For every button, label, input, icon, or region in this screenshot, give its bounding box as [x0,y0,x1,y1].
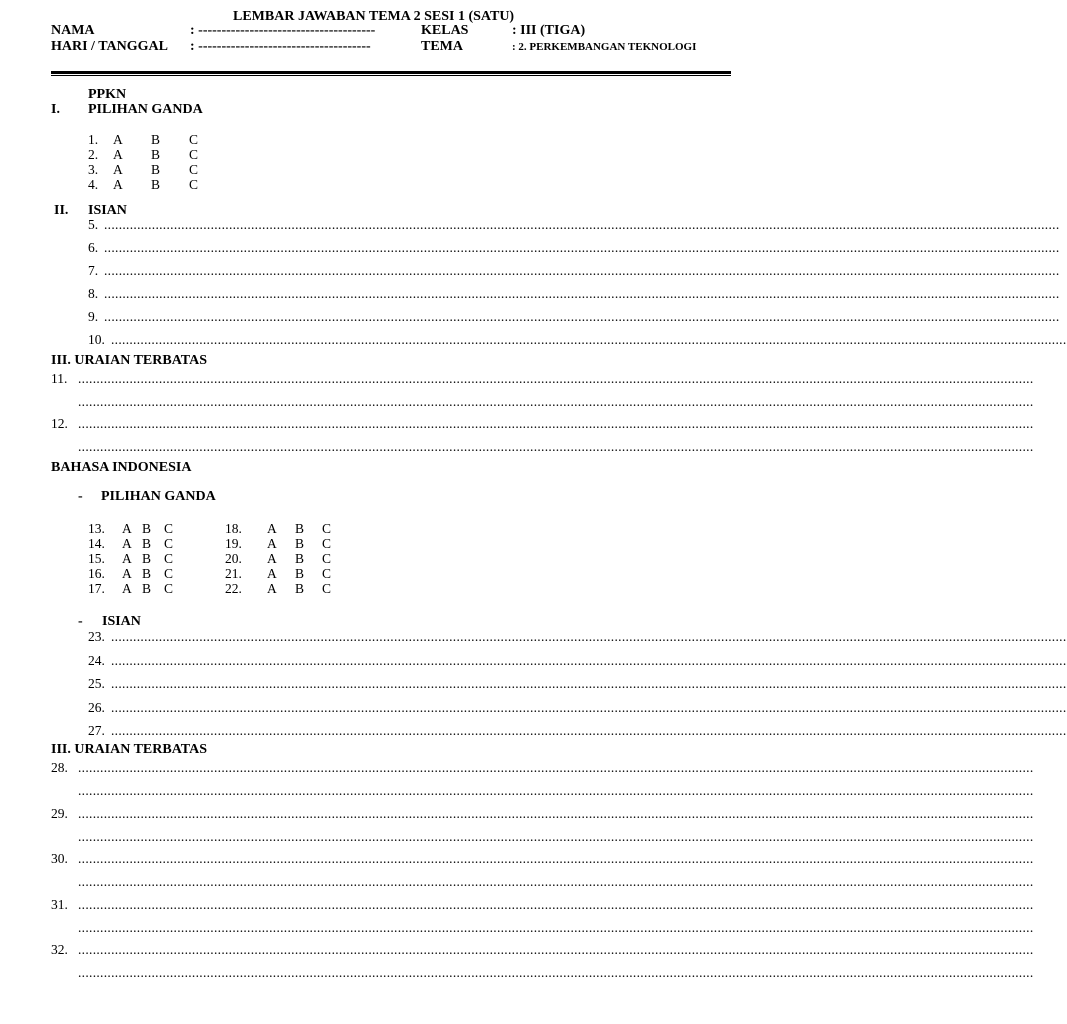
section-title-isian: ISIAN [102,614,141,629]
section-title-isian: ISIAN [88,203,127,218]
hari-field[interactable]: : ------------------------------------- [190,39,371,54]
option-c[interactable]: C [164,536,174,551]
question-number: 8. [88,286,99,301]
option-c[interactable]: C [189,177,199,192]
question-number: 25. [88,676,105,691]
option-c[interactable]: C [164,581,174,596]
hari-label: HARI / TANGGAL [51,39,168,54]
option-c[interactable]: C [164,566,174,581]
question-number: 23. [88,629,105,644]
question-number: 27. [88,723,105,738]
question-number: 7. [88,263,99,278]
option-b[interactable]: B [295,521,305,536]
option-b[interactable]: B [151,147,161,162]
question-number: 3. [88,162,99,177]
option-b[interactable]: B [142,566,152,581]
section-number: II. [54,203,69,218]
question-number: 4. [88,177,99,192]
question-number: 18. [225,521,242,536]
question-number: 16. [88,566,105,581]
option-b[interactable]: B [295,581,305,596]
question-number: 24. [88,652,105,668]
option-a[interactable]: A [267,566,277,581]
answer-line[interactable]: .................................................................................................................................................................................................................................................................... [78,760,1034,775]
section-title-pilihan-ganda: PILIHAN GANDA [101,489,216,504]
question-number: 14. [88,536,105,551]
option-b[interactable]: B [142,551,152,566]
answer-line[interactable]: .................................................................................................................................................................................................................................................................... [104,217,1060,232]
answer-line[interactable]: .................................................................................................................................................................................................................................................................... [78,919,1034,935]
answer-line[interactable]: .................................................................................................................................................................................................................................................................... [78,416,1034,431]
question-number: 21. [225,566,242,581]
option-c[interactable]: C [322,566,332,581]
answer-line[interactable]: .................................................................................................................................................................................................................................................................... [78,371,1034,386]
question-number: 15. [88,551,105,566]
option-a[interactable]: A [122,566,132,581]
option-c[interactable]: C [322,536,332,551]
option-a[interactable]: A [113,132,123,147]
answer-line[interactable]: .................................................................................................................................................................................................................................................................... [104,309,1060,324]
answer-line[interactable]: .................................................................................................................................................................................................................................................................... [78,851,1034,866]
question-number: 17. [88,581,105,596]
answer-line[interactable]: .................................................................................................................................................................................................................................................................... [111,676,1067,691]
answer-line[interactable]: .................................................................................................................................................................................................................................................................... [111,723,1067,738]
question-number: 26. [88,699,105,715]
header-divider-thick [51,71,731,74]
nama-field[interactable]: : -------------------------------------- [190,23,376,38]
answer-line[interactable]: .................................................................................................................................................................................................................................................................... [78,439,1034,454]
kelas-value: : III (TIGA) [512,23,586,38]
section-title-pilihan-ganda: PILIHAN GANDA [88,102,203,117]
option-c[interactable]: C [189,132,199,147]
bullet-dash: - [78,614,83,629]
tema-label: TEMA [421,39,463,54]
question-number: 13. [88,521,105,536]
answer-line[interactable]: .................................................................................................................................................................................................................................................................... [78,828,1034,844]
option-c[interactable]: C [322,551,332,566]
option-a[interactable]: A [267,521,277,536]
answer-line[interactable]: .................................................................................................................................................................................................................................................................... [78,783,1034,798]
option-c[interactable]: C [164,551,174,566]
question-number: 28. [51,760,68,775]
option-b[interactable]: B [151,177,161,192]
answer-line[interactable]: .................................................................................................................................................................................................................................................................... [111,652,1067,668]
option-c[interactable]: C [164,521,174,536]
option-b[interactable]: B [295,551,305,566]
answer-line[interactable]: .................................................................................................................................................................................................................................................................... [111,332,1067,347]
option-b[interactable]: B [151,162,161,177]
question-number: 1. [88,132,99,147]
page-title: LEMBAR JAWABAN TEMA 2 SESI 1 (SATU) [233,9,515,24]
option-c[interactable]: C [189,147,199,162]
bullet-dash: - [78,489,83,504]
option-a[interactable]: A [122,536,132,551]
answer-line[interactable]: .................................................................................................................................................................................................................................................................... [104,263,1060,278]
question-number: 19. [225,536,242,551]
nama-label: NAMA [51,23,95,38]
option-a[interactable]: A [113,177,123,192]
subject-ppkn: PPKN [88,87,127,102]
section-title-uraian: III. URAIAN TERBATAS [51,742,207,757]
answer-line[interactable]: .................................................................................................................................................................................................................................................................... [111,699,1067,715]
question-number: 2. [88,147,99,162]
option-b[interactable]: B [142,581,152,596]
option-b[interactable]: B [142,521,152,536]
answer-line[interactable]: .................................................................................................................................................................................................................................................................... [78,805,1034,821]
option-a[interactable]: A [122,581,132,596]
option-c[interactable]: C [189,162,199,177]
option-c[interactable]: C [322,521,332,536]
option-a[interactable]: A [267,581,277,596]
kelas-label: KELAS [421,23,469,38]
option-a[interactable]: A [113,162,123,177]
answer-line[interactable]: .................................................................................................................................................................................................................................................................... [78,874,1034,889]
question-number: 22. [225,581,242,596]
option-a[interactable]: A [267,536,277,551]
question-number: 11. [51,371,68,386]
question-number: 20. [225,551,242,566]
tema-value: : 2. PERKEMBANGAN TEKNOLOGI [512,41,697,53]
question-number: 9. [88,309,99,324]
option-b[interactable]: B [142,536,152,551]
answer-line[interactable]: .................................................................................................................................................................................................................................................................... [111,629,1067,644]
option-a[interactable]: A [122,521,132,536]
subject-bahasa-indonesia: BAHASA INDONESIA [51,460,192,475]
answer-line[interactable]: .................................................................................................................................................................................................................................................................... [78,896,1034,912]
question-number: 5. [88,217,99,232]
option-c[interactable]: C [322,581,332,596]
question-number: 12. [51,416,68,431]
option-a[interactable]: A [122,551,132,566]
option-a[interactable]: A [267,551,277,566]
question-number: 29. [51,805,68,821]
section-number: I. [51,102,60,117]
question-number: 6. [88,240,99,255]
question-number: 31. [51,896,68,912]
option-b[interactable]: B [151,132,161,147]
section-title-uraian: III. URAIAN TERBATAS [51,353,207,368]
header-divider-thin [51,75,731,76]
answer-line[interactable]: .................................................................................................................................................................................................................................................................... [78,394,1034,409]
question-number: 10. [88,332,105,347]
answer-line[interactable]: .................................................................................................................................................................................................................................................................... [104,240,1060,255]
question-number: 30. [51,851,68,866]
answer-line[interactable]: .................................................................................................................................................................................................................................................................... [104,286,1060,301]
answer-line[interactable]: .................................................................................................................................................................................................................................................................... [78,965,1034,980]
option-b[interactable]: B [295,566,305,581]
option-b[interactable]: B [295,536,305,551]
option-a[interactable]: A [113,147,123,162]
question-number: 32. [51,942,68,957]
answer-line[interactable]: .................................................................................................................................................................................................................................................................... [78,942,1034,957]
